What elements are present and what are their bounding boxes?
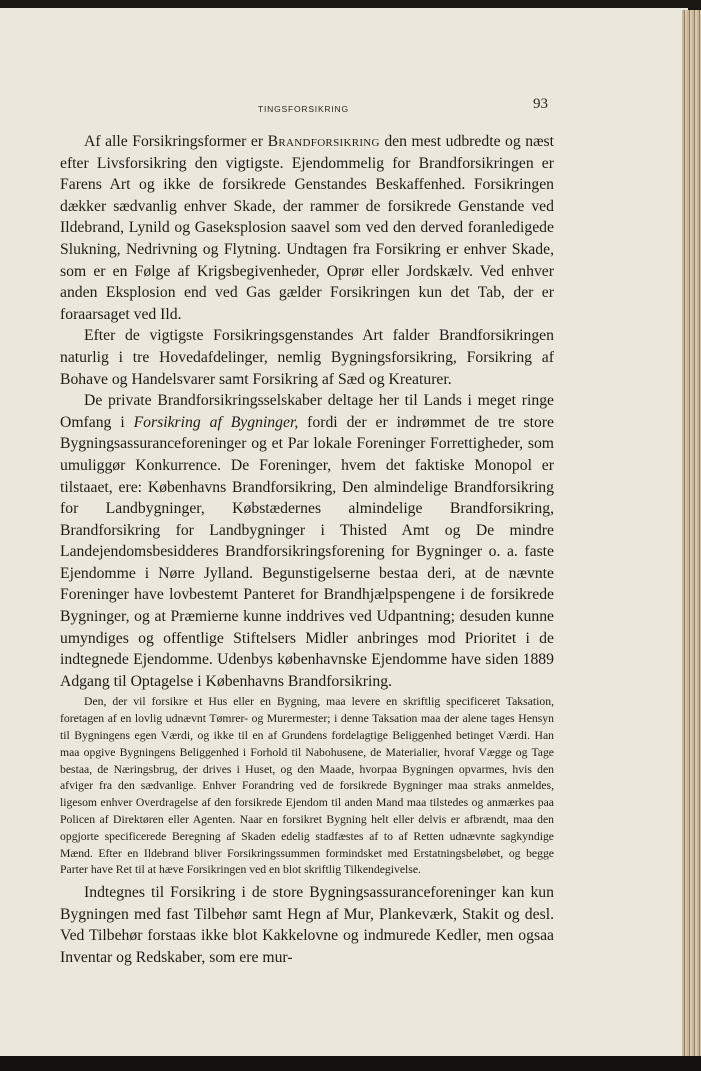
italic-term: Forsikring af Bygninger,: [133, 413, 299, 431]
page-edge: [682, 10, 701, 1060]
term-brandforsikring: Brandforsikring: [267, 133, 380, 150]
paragraph-indtegnes: Indtegnes til Forsikring i de store Bygningsassuranceforeninger kan kun Bygningen med fast Tilbehør samt Hegn af Mur, Plankeværk, Stakit og desl. Ved Tilbehør forstaas ikke blot Kakkelovne og indmurede Kedler, men ogsaa Inventar og Redskaber, som ere mur-: [60, 884, 554, 966]
paragraph-private-selskaber: [60, 390, 554, 692]
paragraph-brandforsikring-intro: [60, 131, 554, 325]
paragraph-hovedafdelinger: Efter de vigtigste Forsikringsgenstandes Art falder Brandforsikringen naturlig i tre Hovedafdelinger, nemlig Bygningsforsikring, Forsikring af Bohave og Handelsvarer samt Forsikring af Sæd og Kreaturer.: [60, 327, 554, 388]
running-head: TINGSFORSIKRING: [258, 104, 349, 114]
page-header: [0, 96, 688, 124]
paragraph-text: fordi der er indrømmet de tre store Bygningsassuranceforeninger og et Par lokale Foreninger Forrettigheder, som umuliggør Konkurrence. De Foreninger, hvem det faktiske Monopol er tilstaaet, ere: Københavns Brandforsikring, Den almindelige Brandforsikring for Landbygninger, Købstædernes almindelige Brandforsikring, Brandforsikring for Landbygninger i Thisted Amt og De mindre Landejendomsbesidderes Brandforsikringsforening for Bygninger o. a. faste Ejendomme i Nørre Jylland. Begunstigelserne bestaa deri, at de nævnte Foreninger have lovbestemt Panteret for Brandhjælpspengene i de forsikrede Bygninger, og at Præmierne kunne inddrives ved Udpantning; desuden kunne umyndiges og offentlige Stiftelsers Midler anbringes mod Prioritet i de indtegnede Ejendomme. Udenbys københavnske Ejendomme have siden 1889 Adgang til Optagelse i Københavns Brandforsikring.: [60, 413, 555, 690]
body-text: [60, 131, 554, 969]
book-page: [0, 8, 688, 1056]
paragraph-small-print: Den, der vil forsikre et Hus eller en Bygning, maa levere en skriftlig specificeret Taksation, foretagen af en lovlig udnævnt Tømrer- og Murermester; i denne Taksation maa der alene tages Hensyn til Bygningens egen Værdi, og ikke til en af Grundens fordelagtige Beliggenhed betinget Værdi. Han maa opgive Bygningens Beliggenhed i Forhold til Nabohusene, de Materialier, hvoraf Vægge og Tage bestaa, de Næringsbrug, der drives i Huset, og den Maade, hvorpaa Bygningen opvarmes, hvis den afviger fra den sædvanlige. Enhver Forandring ved de forsikrede Bygninger maa straks anmeldes, ligesom enhver Overdragelse af den forsikrede Ejendom til anden Mand maa tilstedes og anmærkes paa Policen af Direktøren eller Agenten. Naar en forsikret Bygning helt eller delvis er afbrændt, maa den opgjorte specificerede Beregning af Skaden edelig stadfæstes af to af Retten udnævnte sagkyndige Mænd. Efter en Ildebrand bliver Forsikringssummen formindsket med Erstatningsbeløbet, og begge Parter have Ret til at hæve Forsikringen ved en blot skriftlig Tilkendegivelse.: [60, 695, 554, 877]
paragraph-text: Af alle Forsikringsformer er: [84, 133, 264, 150]
paragraph-text: De private Brandforsikringsselskaber deltage her til Lands i meget ringe Omfang i: [60, 392, 554, 431]
bottom-band: [0, 1056, 701, 1071]
page-number: 93: [533, 96, 548, 112]
paragraph-text: den mest udbredte og næst efter Livsforsikring den vigtigste. Ejendommelig for Brandforsikringen er Farens Art og ikke de forsikrede Genstandes Beskaffenhed. Forsikringen dækker sædvanlig enhver Skade, der rammer de forsikrede Genstande ved Ildebrand, Lynild og Gaseksplosion saavel som ved den derved foranledigede Slukning, Nedrivning og Flytning. Undtagen fra Forsikring er enhver Skade, som er en Følge af Krigsbegivenheder, Oprør eller Jordskælv. Ved enhver anden Eksplosion end ved Gas gælder Forsikringen kun det Tab, der er foraarsaget ved Ild.: [60, 133, 555, 323]
